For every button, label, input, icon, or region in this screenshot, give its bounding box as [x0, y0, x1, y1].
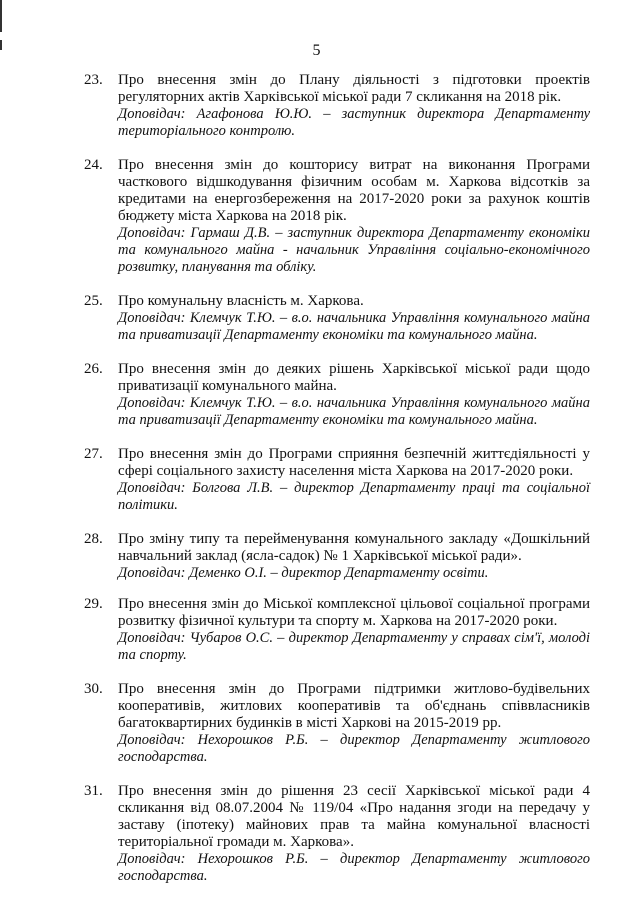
item-speaker: Доповідач: Агафонова Ю.Ю. – заступник директора Департаменту територіального контролю. [118, 106, 590, 139]
item-number: 24. [84, 157, 103, 173]
item-title: Про комунальну власність м. Харкова. [118, 293, 364, 309]
item-number: 26. [84, 361, 103, 377]
item-title: Про внесення змін до Програми підтримки житлово-будівельних кооперативів, житлових кооперативів та об'єднань співвласників багатоквартирних будинків в місті Харкові на 2015-2019 рр. [118, 681, 590, 731]
item-speaker: Доповідач: Деменко О.І. – директор Департаменту освіти. [118, 565, 489, 581]
item-speaker: Доповідач: Клемчук Т.Ю. – в.о. начальника Управління комунального майна та приватизації Департаменту економіки та комунального майна. [118, 395, 590, 428]
item-title: Про внесення змін до деяких рішень Харківської міської ради щодо приватизації комунального майна. [118, 361, 590, 394]
scan-edge-mark [0, 0, 2, 32]
item-number: 25. [84, 293, 103, 309]
item-speaker: Доповідач: Нехорошков Р.Б. – директор Департаменту житлового господарства. [118, 732, 590, 765]
item-title: Про зміну типу та перейменування комунального закладу «Дошкільний навчальний заклад (ясла-садок) № 1 Харківської міської ради». [118, 531, 590, 564]
agenda-item [84, 681, 590, 766]
item-title: Про внесення змін до Міської комплексної цільової соціальної програми розвитку фізичної культури та спорту м. Харкова на 2017-2020 роки. [118, 596, 590, 629]
item-title: Про внесення змін до Плану діяльності з підготовки проектів регуляторних актів Харківської міської ради 7 скликання на 2018 рік. [118, 72, 590, 105]
agenda-item [84, 783, 590, 885]
item-speaker: Доповідач: Клемчук Т.Ю. – в.о. начальника Управління комунального майна та приватизації Департаменту економіки та комунального майна. [118, 310, 590, 343]
agenda-item [84, 596, 590, 664]
item-speaker: Доповідач: Чубаров О.С. – директор Департаменту у справах сім'ї, молоді та спорту. [118, 630, 590, 663]
agenda-list [84, 72, 590, 885]
item-title: Про внесення змін до рішення 23 сесії Харківської міської ради 4 скликання від 08.07.2004 № 119/04 «Про надання згоди на передачу у заставу (іпотеку) майнових прав та майна комунальної власності територіальної громади м. Харкова». [118, 783, 590, 850]
agenda-item [84, 157, 590, 276]
page-number: 5 [312, 42, 321, 59]
item-number: 27. [84, 446, 103, 462]
agenda-item [84, 361, 590, 429]
item-number: 31. [84, 783, 103, 799]
item-number: 23. [84, 72, 103, 88]
item-speaker: Доповідач: Гармаш Д.В. – заступник директора Департаменту економіки та комунального майна - начальник Управління соціально-економічного розвитку, планування та обліку. [118, 225, 590, 275]
agenda-item [84, 531, 590, 582]
item-title: Про внесення змін до Програми сприяння безпечній життєдіяльності у сфері соціального захисту населення міста Харкова на 2017-2020 роки. [118, 446, 590, 479]
agenda-item [84, 446, 590, 514]
item-title: Про внесення змін до кошторису витрат на виконання Програми часткового відшкодування фізичним особам м. Харкова відсотків за кредитами на енергозбереження на 2017-2020 роки за рахунок коштів бюджету міста Харкова на 2018 рік. [118, 157, 590, 224]
agenda-item [84, 72, 590, 140]
item-number: 28. [84, 531, 103, 547]
item-number: 29. [84, 596, 103, 612]
item-speaker: Доповідач: Болгова Л.В. – директор Департаменту праці та соціальної політики. [118, 480, 590, 513]
item-number: 30. [84, 681, 103, 697]
agenda-item [84, 293, 590, 344]
item-speaker: Доповідач: Нехорошков Р.Б. – директор Департаменту житлового господарства. [118, 851, 590, 884]
